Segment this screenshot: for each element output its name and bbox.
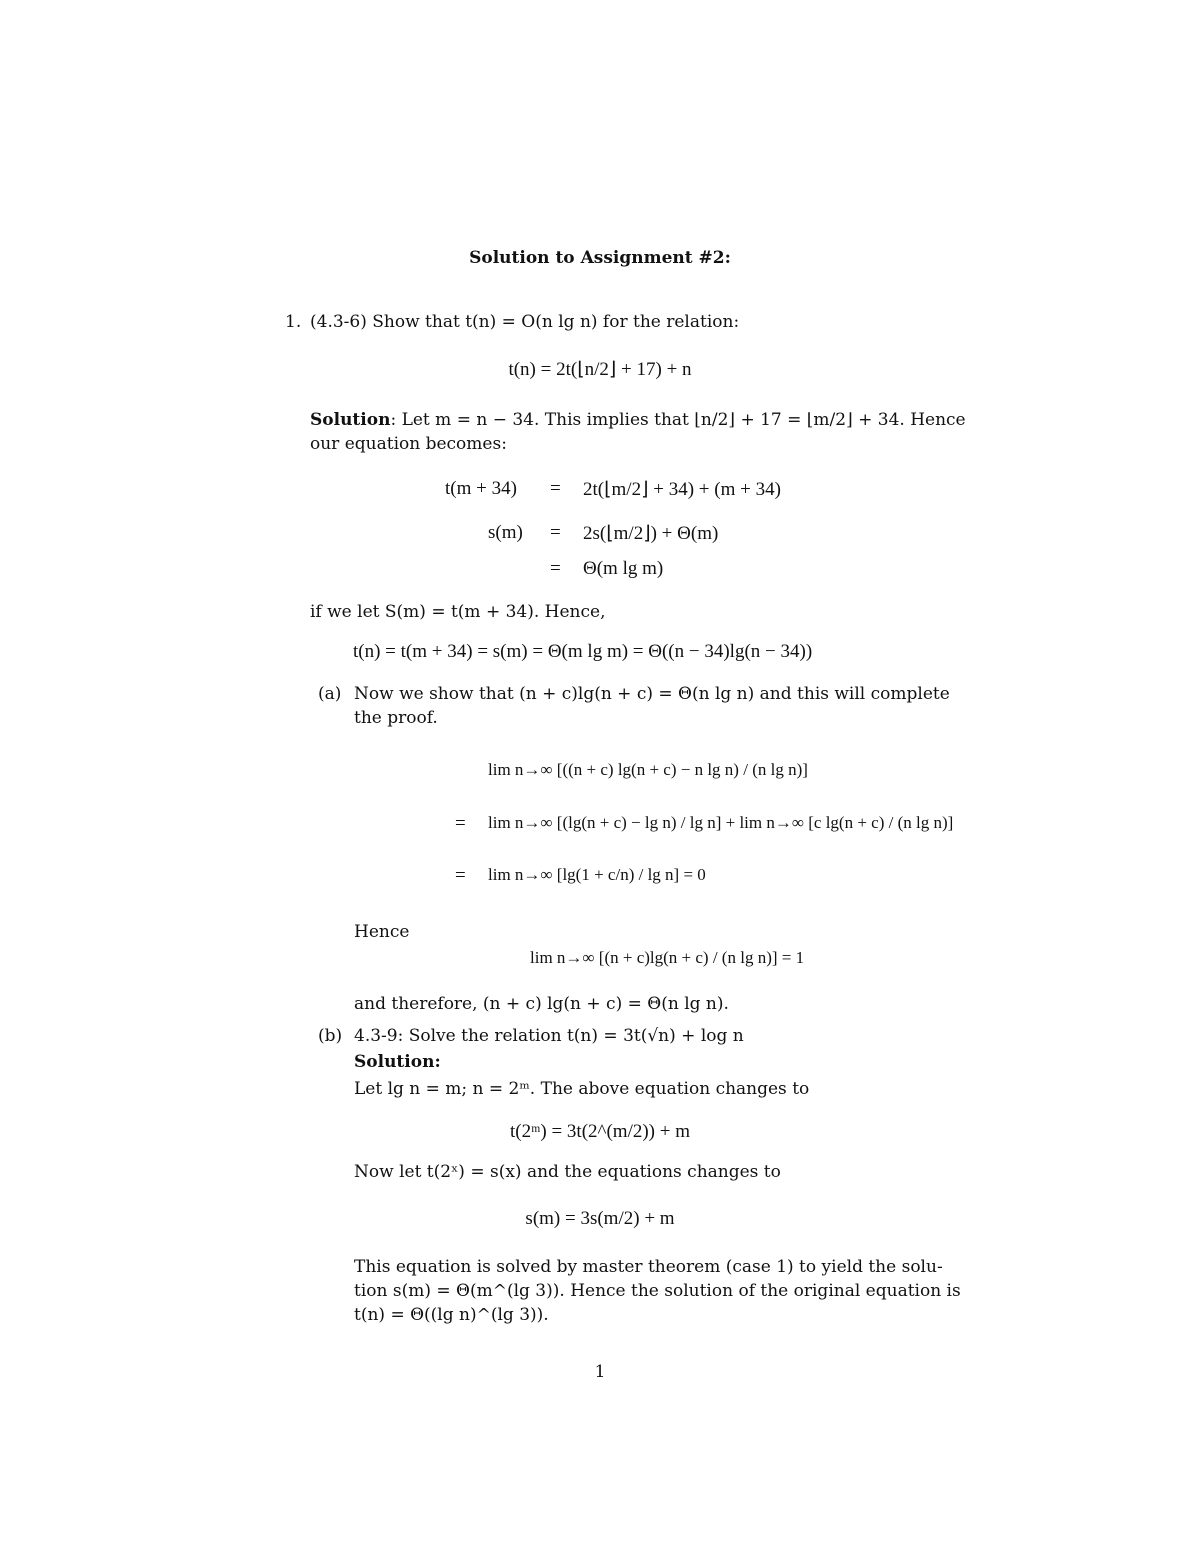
align-rel-3: = — [550, 558, 561, 579]
solution-label: Solution — [310, 410, 391, 430]
hence-equation: lim n→∞ [(n + c)lg(n + c) / (n lg n)] = 1 — [530, 948, 805, 967]
relation-equation: t(n) = 2t(⌊n/2⌋ + 17) + n — [508, 359, 692, 380]
chain-equation: t(n) = t(m + 34) = s(m) = Θ(m lg m) = Θ((n − 34)lg(n − 34)) — [353, 641, 813, 662]
part-a-line-2: the proof. — [354, 708, 438, 728]
page-title: Solution to Assignment #2: — [469, 248, 731, 268]
let-line: if we let S(m) = t(m + 34). Hence, — [310, 602, 606, 622]
page-number: 1 — [594, 1362, 606, 1382]
therefore-line: and therefore, (n + c) lg(n + c) = Θ(n lg n). — [354, 994, 729, 1014]
lim-row-3: lim n→∞ [lg(1 + c/n) / lg n] = 0 — [488, 865, 706, 884]
part-a-line-1: Now we show that (n + c)lg(n + c) = Θ(n lg n) and this will complete — [354, 684, 950, 704]
part-b-label: (b) — [318, 1026, 343, 1046]
part-b-let-line: Let lg n = m; n = 2ᵐ. The above equation changes to — [354, 1079, 810, 1099]
part-b-line-1: 4.3-9: Solve the relation t(n) = 3t(√n) + log n — [354, 1026, 744, 1046]
part-b-equation-1: t(2ᵐ) = 3t(2^(m/2)) + m — [510, 1121, 690, 1142]
align-rel-2: = — [550, 522, 561, 543]
align-rhs-2: 2s(⌊m/2⌋) + Θ(m) — [583, 523, 719, 544]
align-rhs-3: Θ(m lg m) — [583, 558, 664, 579]
conclusion-line-3: t(n) = Θ((lg n)^(lg 3)). — [354, 1305, 549, 1325]
solution-line-2: our equation becomes: — [310, 434, 507, 454]
lim-rel-2: = — [455, 813, 466, 834]
lim-row-2: lim n→∞ [(lg(n + c) − lg n) / lg n] + lim n→∞ [c lg(n + c) / (n lg n)] — [488, 813, 954, 832]
align-rhs-1: 2t(⌊m/2⌋ + 34) + (m + 34) — [583, 479, 781, 500]
solution-text: : Let m = n − 34. This implies that ⌊n/2⌋ + 17 = ⌊m/2⌋ + 34. Hence — [390, 410, 966, 430]
lim-row-1: lim n→∞ [((n + c) lg(n + c) − n lg n) / (n lg n)] — [488, 760, 808, 779]
part-b-solution-label: Solution: — [354, 1052, 441, 1072]
conclusion-line-2: tion s(m) = Θ(m^(lg 3)). Hence the solution of the original equation is — [354, 1281, 961, 1301]
problem-number: 1. — [285, 312, 302, 332]
hence-label: Hence — [354, 922, 410, 942]
part-a-label: (a) — [318, 684, 342, 704]
solution-line-1 — [310, 408, 966, 432]
align-lhs-2: s(m) — [488, 522, 523, 543]
problem-statement: (4.3-6) Show that t(n) = O(n lg n) for the relation: — [310, 312, 740, 332]
align-lhs-1: t(m + 34) — [445, 478, 517, 499]
part-b-equation-2: s(m) = 3s(m/2) + m — [525, 1208, 675, 1229]
lim-rel-3: = — [455, 865, 466, 886]
align-rel-1: = — [550, 478, 561, 499]
part-b-now-let: Now let t(2ˣ) = s(x) and the equations changes to — [354, 1162, 781, 1182]
conclusion-line-1: This equation is solved by master theorem (case 1) to yield the solu- — [354, 1257, 943, 1277]
